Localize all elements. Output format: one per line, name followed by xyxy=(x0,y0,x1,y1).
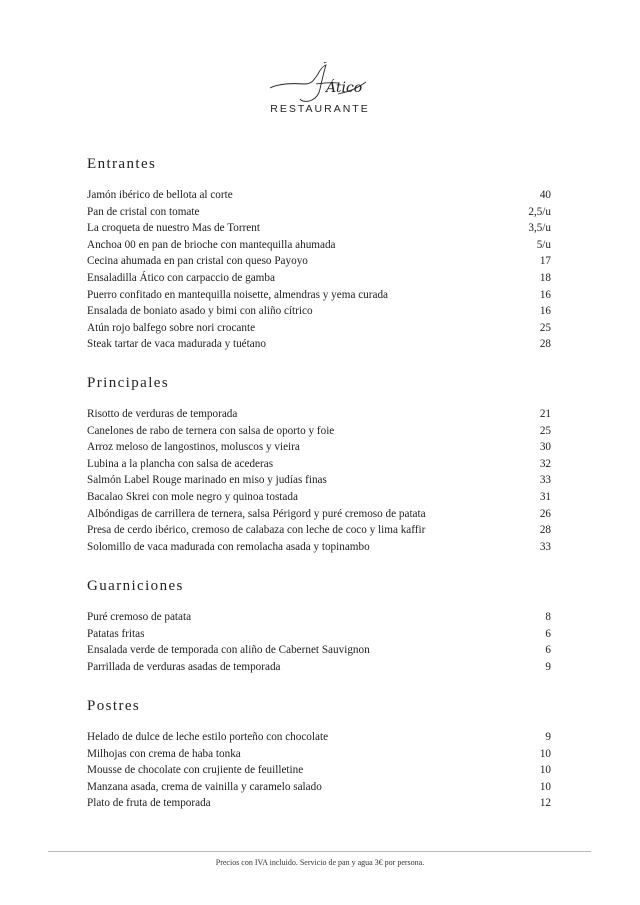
menu-item-name: Milhojas con crema de haba tonka xyxy=(87,747,241,760)
menu-item xyxy=(87,489,551,506)
menu-item-price: 32 xyxy=(539,457,551,470)
menu-item-name: La croqueta de nuestro Mas de Torrent xyxy=(87,222,260,235)
menu-item-name: Puerro confitado en mantequilla noisette, almendras y yema curada xyxy=(87,288,389,301)
menu-item xyxy=(87,522,551,539)
logo-script-text: Ático xyxy=(326,80,363,96)
menu-item-price: 16 xyxy=(539,288,551,301)
menu-item-price: 33 xyxy=(539,474,551,487)
menu-list xyxy=(87,187,551,353)
menu-item xyxy=(87,287,551,304)
menu-list xyxy=(87,729,551,812)
menu-item-name: Parrillada de verduras asadas de temporada xyxy=(87,660,281,673)
menu-item-price: 18 xyxy=(539,271,551,284)
restaurant-logo xyxy=(0,62,640,122)
menu-item-name: Puré cremoso de patata xyxy=(87,611,192,623)
menu-item xyxy=(87,303,551,320)
menu-item-price: 3,5/u xyxy=(528,222,551,235)
menu-item-name: Ensalada de boniato asado y bimi con aliño cítrico xyxy=(87,305,313,318)
menu-item-name: Salmón Label Rouge marinado en miso y judías finas xyxy=(87,474,327,487)
menu-item xyxy=(87,506,551,523)
menu-item xyxy=(87,472,551,489)
logo-subtitle: RESTAURANTE xyxy=(270,103,370,115)
menu-item-name: Albóndigas de carrillera de ternera, salsa Périgord y puré cremoso de patata xyxy=(87,507,426,520)
section-entrantes xyxy=(87,155,551,353)
menu-item-name: Patatas fritas xyxy=(87,627,145,640)
menu-item-price: 9 xyxy=(545,660,551,673)
atico-script-logo xyxy=(268,62,372,106)
menu-item-price: 12 xyxy=(539,797,551,810)
menu-item-price: 16 xyxy=(539,305,551,318)
menu-item-name: Risotto de verduras de temporada xyxy=(87,408,238,420)
menu-item-name: Solomillo de vaca madurada con remolacha asada y topinambo xyxy=(87,540,370,553)
menu-item xyxy=(87,746,551,763)
menu-item-name: Ensaladilla Ático con carpaccio de gamba xyxy=(87,271,275,284)
menu-item-name: Plato de fruta de temporada xyxy=(87,797,211,810)
menu-item xyxy=(87,779,551,796)
menu-item xyxy=(87,659,551,676)
menu-item xyxy=(87,220,551,237)
menu-item-price: 30 xyxy=(539,441,551,454)
menu-item-name: Ensalada verde de temporada con aliño de Cabernet Sauvignon xyxy=(87,644,370,657)
menu-item xyxy=(87,626,551,643)
menu-item-name: Steak tartar de vaca madurada y tuétano xyxy=(87,338,266,351)
section-principales xyxy=(87,374,551,555)
menu-item-price: 10 xyxy=(539,780,551,793)
menu-item-price: 21 xyxy=(539,408,551,420)
menu-item-price: 5/u xyxy=(536,238,551,251)
menu-item-price: 25 xyxy=(539,321,551,334)
menu-item-price: 9 xyxy=(545,731,551,743)
menu-item-price: 33 xyxy=(539,540,551,553)
menu-item-price: 10 xyxy=(539,764,551,777)
menu-item xyxy=(87,439,551,456)
menu-item-name: Mousse de chocolate con crujiente de feuilletine xyxy=(87,764,304,777)
menu-item xyxy=(87,204,551,221)
menu-item-price: 28 xyxy=(539,524,551,537)
menu-item xyxy=(87,423,551,440)
menu-item-price: 10 xyxy=(539,747,551,760)
menu-item xyxy=(87,539,551,556)
menu-item xyxy=(87,795,551,812)
menu-item-name: Helado de dulce de leche estilo porteño con chocolate xyxy=(87,731,329,743)
menu-item-price: 8 xyxy=(545,611,551,623)
section-postres xyxy=(87,697,551,812)
menu-item xyxy=(87,609,551,626)
footer-divider xyxy=(48,851,591,852)
menu-item xyxy=(87,729,551,746)
menu-item xyxy=(87,456,551,473)
menu-list xyxy=(87,406,551,555)
menu-item-name: Atún rojo balfego sobre nori crocante xyxy=(87,321,256,334)
menu-item-price: 25 xyxy=(539,424,551,437)
menu-item-name: Canelones de rabo de ternera con salsa de oporto y foie xyxy=(87,424,335,437)
menu-item-price: 17 xyxy=(539,255,551,268)
menu-item-name: Jamón ibérico de bellota al corte xyxy=(87,189,233,201)
menu-item xyxy=(87,320,551,337)
menu-item xyxy=(87,406,551,423)
menu-item-name: Lubina a la plancha con salsa de acederas xyxy=(87,457,274,470)
menu-item-price: 31 xyxy=(539,490,551,503)
menu-item-name: Pan de cristal con tomate xyxy=(87,205,200,218)
menu-item xyxy=(87,237,551,254)
menu-item xyxy=(87,253,551,270)
menu-item-price: 40 xyxy=(539,189,551,201)
menu-item-name: Bacalao Skrei con mole negro y quinoa tostada xyxy=(87,490,298,503)
menu-item xyxy=(87,336,551,353)
menu-item-price: 28 xyxy=(539,338,551,351)
footer-note: Precios con IVA incluido. Servicio de pan y agua 3€ por persona. xyxy=(215,858,425,867)
menu-item-price: 2,5/u xyxy=(528,205,551,218)
menu-item xyxy=(87,270,551,287)
menu-item-price: 6 xyxy=(545,644,551,657)
menu-item-name: Presa de cerdo ibérico, cremoso de calabaza con leche de coco y lima kaffir xyxy=(87,524,426,537)
section-title: Postres xyxy=(87,698,141,714)
menu-item-name: Arroz meloso de langostinos, moluscos y vieira xyxy=(87,441,300,454)
menu-item-name: Anchoa 00 en pan de brioche con mantequilla ahumada xyxy=(87,238,336,251)
section-title: Principales xyxy=(87,375,170,391)
menu-item-price: 26 xyxy=(539,507,551,520)
section-title: Guarniciones xyxy=(87,578,184,594)
menu-item-price: 6 xyxy=(545,627,551,640)
section-guarniciones xyxy=(87,577,551,675)
menu-item-name: Cecina ahumada en pan cristal con queso Payoyo xyxy=(87,255,308,268)
menu-item xyxy=(87,762,551,779)
section-title: Entrantes xyxy=(87,156,157,172)
menu-item-name: Manzana asada, crema de vainilla y caramelo salado xyxy=(87,780,322,793)
menu-list xyxy=(87,609,551,675)
menu-item xyxy=(87,187,551,204)
menu-item xyxy=(87,642,551,659)
